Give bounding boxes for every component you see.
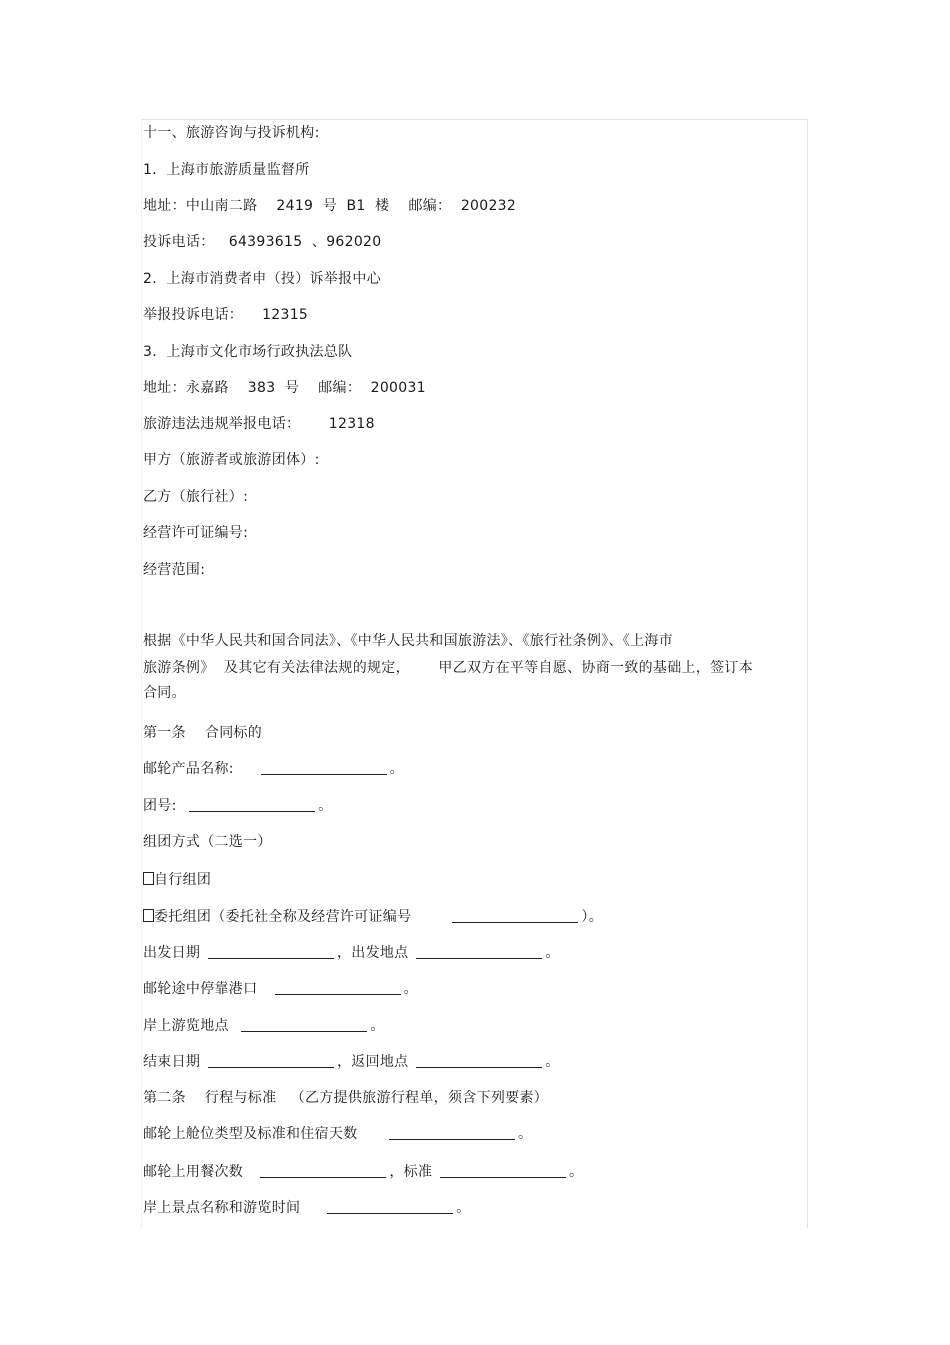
group-number-blank[interactable] — [189, 810, 315, 812]
shore-spots-label: 岸上景点名称和游览时间 — [143, 1200, 301, 1216]
org3-address: 地址：永嘉路 383 号 邮编： 200031 — [143, 380, 426, 396]
preamble-line-2: 旅游条例》 及其它有关法律法规的规定， 甲乙双方在平等自愿、协商一致的基础上，签订本 — [143, 660, 753, 676]
group-mode-label: 组团方式（二选一） — [143, 834, 272, 850]
departure-date-label: 出发日期 — [143, 945, 201, 961]
option-entrust-row: 委托组团（委托社全称及经营许可证编号 ）。 — [143, 908, 603, 926]
org1-phone: 投诉电话： 64393615 、962020 — [143, 234, 382, 250]
self-group-checkbox[interactable] — [143, 872, 154, 885]
section-title: 十一、旅游咨询与投诉机构: — [143, 125, 320, 141]
cabin-blank[interactable] — [389, 1138, 515, 1140]
departure-date-blank[interactable] — [208, 957, 334, 959]
shore-spots-blank[interactable] — [327, 1212, 453, 1214]
cabin-row: 邮轮上舱位类型及标准和住宿天数 。 — [143, 1126, 533, 1142]
org2-name: 2．上海市消费者申（投）诉举报中心 — [143, 271, 382, 287]
meals-label: 邮轮上用餐次数 — [143, 1164, 244, 1180]
ports-blank[interactable] — [275, 993, 401, 995]
shore-spots-row: 岸上景点名称和游览时间 。 — [143, 1200, 471, 1216]
preamble-paragraph — [143, 628, 783, 709]
org3-name: 3．上海市文化市场行政执法总队 — [143, 344, 353, 360]
shore-sites-blank[interactable] — [241, 1030, 367, 1032]
ports-label: 邮轮途中停靠港口 — [143, 981, 258, 997]
departure-place-label: ，出发地点 — [336, 945, 409, 961]
return-place-blank[interactable] — [416, 1066, 542, 1068]
shore-sites-label: 岸上游览地点 — [143, 1018, 229, 1034]
end-date-blank[interactable] — [208, 1066, 334, 1068]
org3-phone: 旅游违法违规举报电话： 12318 — [143, 416, 375, 432]
group-number-row: 团号: 。 — [143, 798, 333, 814]
party-a-label: 甲方（旅游者或旅游团体）: — [143, 452, 320, 468]
entrust-agency-blank[interactable] — [452, 921, 578, 923]
meal-standard-blank[interactable] — [440, 1176, 566, 1178]
org1-address: 地址：中山南二路 2419 号 B1 楼 邮编： 200232 — [143, 198, 517, 214]
party-b-label: 乙方（旅行社）: — [143, 489, 249, 505]
departure-place-blank[interactable] — [416, 957, 542, 959]
departure-row: 出发日期 ，出发地点 。 — [143, 945, 560, 961]
preamble-line-3: 合同。 — [143, 685, 186, 701]
preamble-line-1: 根据《中华人民共和国合同法》、《中华人民共和国旅游法》、《旅行社条例》、《上海市 — [143, 633, 673, 649]
org2-phone: 举报投诉电话： 12315 — [143, 307, 309, 323]
option-entrust-label: 委托组团（委托社全称及经营许可证编号 — [154, 909, 412, 925]
end-row: 结束日期 ，返回地点 。 — [143, 1054, 560, 1070]
entrust-group-checkbox[interactable] — [143, 909, 154, 922]
option-self-row — [143, 871, 211, 889]
license-number-label: 经营许可证编号: — [143, 525, 249, 541]
return-place-label: ，返回地点 — [336, 1054, 409, 1070]
shore-sites-row: 岸上游览地点 。 — [143, 1018, 385, 1034]
org1-name: 1．上海市旅游质量监督所 — [143, 162, 310, 178]
article1-title: 第一条 合同标的 — [143, 725, 263, 741]
meals-count-blank[interactable] — [260, 1176, 386, 1178]
meal-standard-label: ，标准 — [389, 1164, 433, 1180]
business-scope-label: 经营范围: — [143, 562, 206, 578]
meals-row: 邮轮上用餐次数 ，标准 。 — [143, 1164, 584, 1180]
product-name-blank[interactable] — [261, 773, 387, 775]
product-name-label: 邮轮产品名称: — [143, 761, 234, 777]
group-number-label: 团号: — [143, 798, 177, 814]
option-self-label: 自行组团 — [154, 872, 212, 888]
cabin-label: 邮轮上舱位类型及标准和住宿天数 — [143, 1126, 358, 1142]
end-date-label: 结束日期 — [143, 1054, 201, 1070]
ports-row: 邮轮途中停靠港口 。 — [143, 981, 418, 997]
article2-title: 第二条 行程与标准 （乙方提供旅游行程单，须含下列要素） — [143, 1090, 549, 1106]
product-name-row: 邮轮产品名称: 。 — [143, 761, 404, 777]
